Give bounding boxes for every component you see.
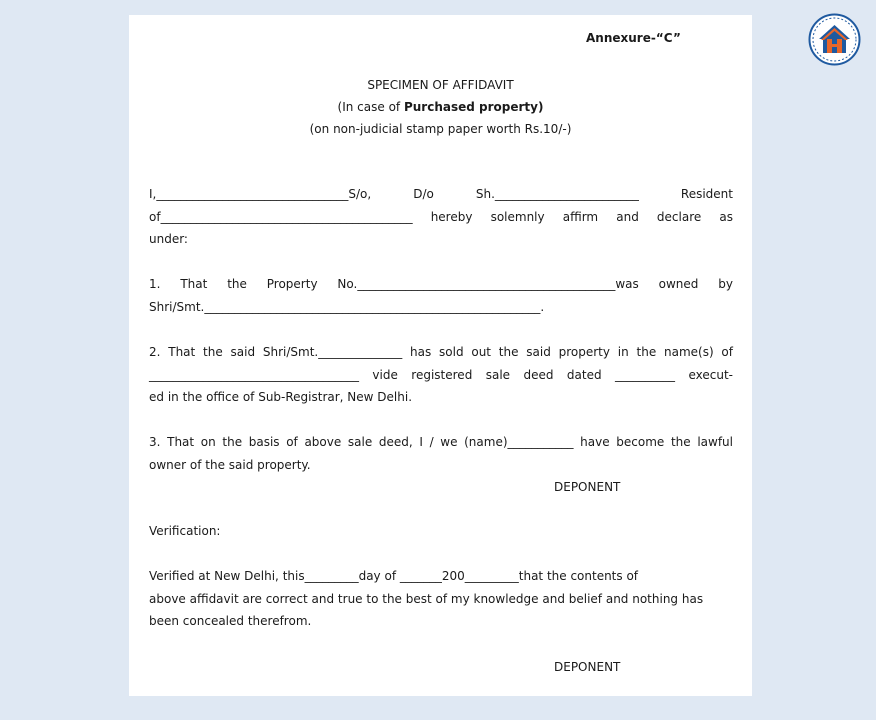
deponent-label-2: DEPONENT xyxy=(554,660,621,674)
affidavit-page xyxy=(129,15,752,696)
verification-line-1: Verified at New Delhi, this_________day of _______200_________that the contents of xyxy=(149,569,639,583)
document-subtitle xyxy=(129,96,752,118)
stamp-note: (on non-judicial stamp paper worth Rs.10/-) xyxy=(309,122,572,136)
clause-2-line-1: 2. That the said Shri/Smt.______________ has sold out the said property in the name(s) of xyxy=(149,345,733,359)
intro-line-1: I,________________________________S/o, D/o Sh.________________________ Resident xyxy=(149,187,733,201)
intro-line-2: of__________________________________________ hereby solemnly affirm and declare as xyxy=(149,209,733,224)
clause-1-line-2: Shri/Smt.________________________________________________________. xyxy=(149,299,545,314)
subtitle-prefix: (In case of xyxy=(337,100,404,114)
house-logo-icon xyxy=(808,13,861,66)
verification-line-2: above affidavit are correct and true to the best of my knowledge and belief and nothing has xyxy=(149,591,704,606)
clause-3-line-2: owner of the said property. xyxy=(149,457,311,472)
document-title: SPECIMEN OF AFFIDAVIT xyxy=(367,78,514,92)
subtitle-bold: Purchased property) xyxy=(403,100,544,114)
clause-2 xyxy=(149,341,733,409)
clause-3-line-1: 3. That on the basis of above sale deed, I / we (name)___________ have become the lawful xyxy=(149,435,733,449)
deponent-label-1: DEPONENT xyxy=(554,480,621,494)
clause-1-line-1: 1. That the Property No.___________________________________________was owned by xyxy=(149,277,733,291)
verification-paragraph xyxy=(149,565,733,633)
verification-heading: Verification: xyxy=(149,524,221,538)
clause-1 xyxy=(149,273,733,318)
intro-paragraph xyxy=(149,183,733,251)
clause-2-line-3: ed in the office of Sub-Registrar, New Delhi. xyxy=(149,390,413,404)
title-block xyxy=(129,74,752,140)
clause-3 xyxy=(149,431,733,476)
verification-line-3: been concealed therefrom. xyxy=(149,614,312,628)
intro-line-3: under: xyxy=(149,232,188,246)
clause-2-line-2: ___________________________________ vide registered sale deed dated __________ execut- xyxy=(149,367,733,382)
annexure-label: Annexure-“C” xyxy=(586,31,681,45)
